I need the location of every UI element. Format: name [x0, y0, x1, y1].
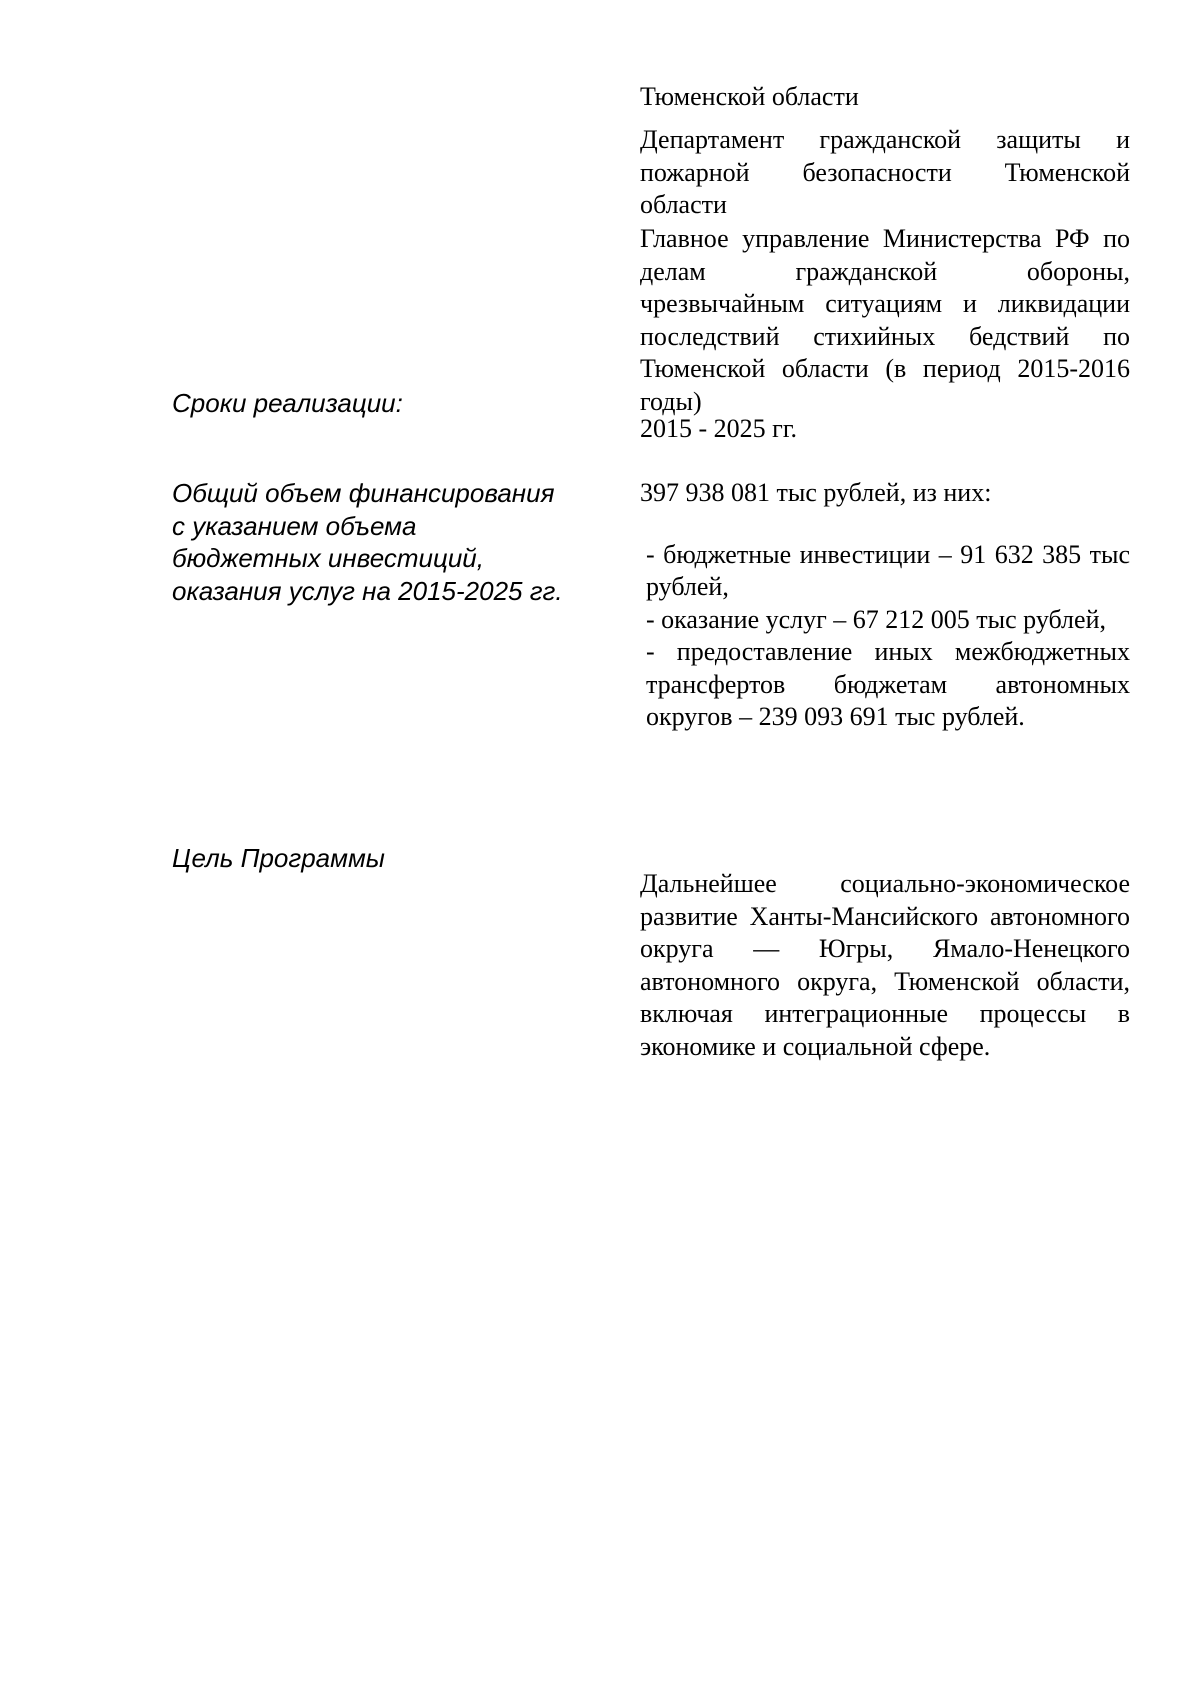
goal-label: Цель Программы [172, 843, 385, 873]
goal-value: Дальнейшее социально-экономическое развитие Ханты-Мансийского автономного округа — Югры, Ямало-Ненецкого автономного округа, Тюменской области, включая интеграционные процессы в экономике и социальной сфере. [640, 869, 1130, 1061]
financing-total: 397 938 081 тыс рублей, из них: [640, 478, 992, 507]
financing-item-services: - оказание услуг – 67 212 005 тыс рублей, [646, 604, 1106, 634]
financing-label: Общий объем финансирования с указанием объема бюджетных инвестиций, оказания услуг на 2015-2025 гг. [172, 478, 563, 606]
financing-breakdown [640, 539, 1130, 734]
terms-label: Сроки реализации: [172, 388, 403, 418]
executor-emergency-ministry: Главное управление Министерства РФ по делам гражданской обороны, чрезвычайным ситуациям и ликвидации последствий стихийных бедствий по Тюменской области (в период 2015-2016 годы) [640, 224, 1130, 416]
financing-value [640, 477, 1130, 734]
executor-civil-defense-department: Департамент гражданской защиты и пожарной безопасности Тюменской области [640, 125, 1130, 219]
executor-tyumen-region: Тюменской области [640, 82, 859, 111]
financing-item-investments: - бюджетные инвестиции – 91 632 385 тыс рублей, [646, 539, 1130, 601]
financing-item-transfers: - предоставление иных межбюджетных трансфертов бюджетам автономных округов – 239 093 691 тыс рублей. [646, 637, 1130, 731]
terms-value: 2015 - 2025 гг. [640, 414, 798, 443]
